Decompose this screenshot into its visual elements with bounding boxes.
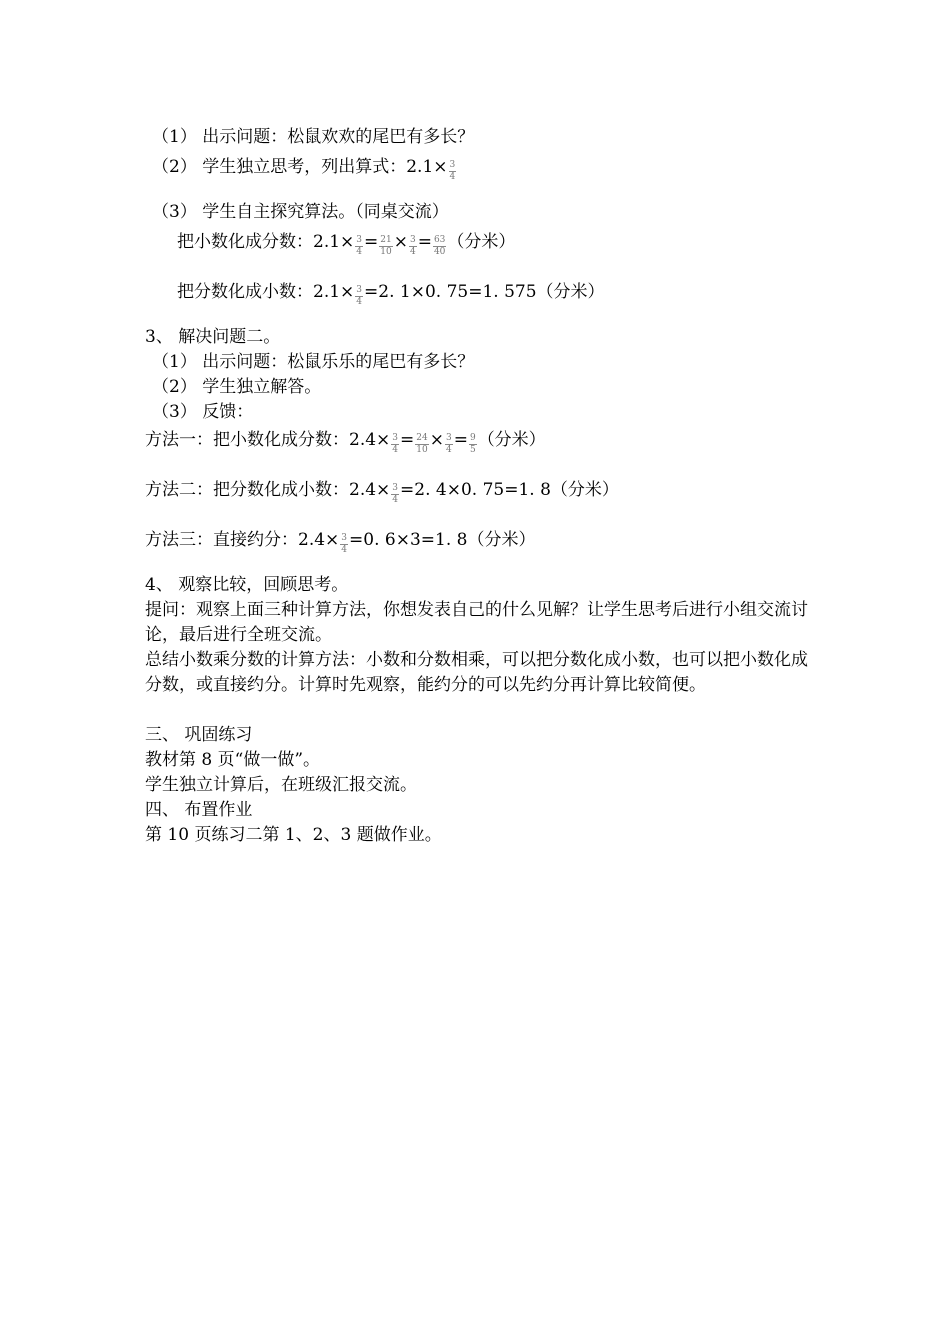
s2-line-5-text: 把分数化成小数：2.1× bbox=[177, 282, 355, 302]
fraction-3-4: $\frac{3}{4}$ bbox=[449, 160, 456, 182]
equals-sign: = bbox=[453, 430, 468, 450]
fraction-9-5: $\frac{9}{5}$ bbox=[469, 433, 476, 455]
s3-line-3: （3） 反馈： bbox=[152, 402, 254, 422]
s2-line-5-result: =2. 1×0. 75=1. 575（分米） bbox=[364, 282, 605, 302]
s4-heading: 4、 观察比较，回顾思考。 bbox=[145, 575, 349, 595]
method-2-result: =2. 4×0. 75=1. 8（分米） bbox=[400, 480, 619, 500]
part-3-line-2: 学生独立计算后，在班级汇报交流。 bbox=[145, 775, 417, 795]
s4-paragraph-question: 提问：观察上面三种计算方法，你想发表自己的什么见解？让学生思考后进行小组交流讨论，最后进行全班交流。 bbox=[145, 600, 808, 645]
part-4-line-1: 第 10 页练习二第 1、2、3 题做作业。 bbox=[145, 825, 442, 845]
s4-paragraph-summary: 总结小数乘分数的计算方法：小数和分数相乘，可以把分数化成小数，也可以把小数化成分数，或直接约分。计算时先观察，能约分的可以先约分再计算比较简便。 bbox=[145, 650, 808, 695]
equals-sign: = bbox=[364, 232, 379, 252]
fraction-3-4: $\frac{3}{4}$ bbox=[392, 483, 399, 505]
fraction-3-4: $\frac{3}{4}$ bbox=[392, 433, 399, 455]
s2-line-1: （1） 出示问题：松鼠欢欢的尾巴有多长？ bbox=[152, 127, 475, 147]
times-sign: × bbox=[429, 430, 444, 450]
s2-line-2-text: （2） 学生独立思考，列出算式：2.1× bbox=[152, 157, 448, 177]
part-3-line-1: 教材第 8 页“做一做”。 bbox=[145, 750, 321, 770]
fraction-3-4: $\frac{3}{4}$ bbox=[445, 433, 452, 455]
unit-text: （分米） bbox=[477, 430, 546, 450]
equals-sign: = bbox=[400, 430, 415, 450]
fraction-24-10: $\frac{24}{10}$ bbox=[416, 433, 428, 455]
fraction-21-10: $\frac{21}{10}$ bbox=[380, 235, 392, 257]
method-3-text: 方法三：直接约分：2.4× bbox=[145, 530, 340, 550]
fraction-3-4: $\frac{3}{4}$ bbox=[409, 235, 416, 257]
part-4-heading: 四、 布置作业 bbox=[145, 800, 253, 820]
part-3-heading: 三、 巩固练习 bbox=[145, 725, 253, 745]
method-2-text: 方法二：把分数化成小数：2.4× bbox=[145, 480, 391, 500]
s3-line-1: （1） 出示问题：松鼠乐乐的尾巴有多长？ bbox=[152, 352, 475, 372]
s3-line-2: （2） 学生独立解答。 bbox=[152, 377, 322, 397]
times-sign: × bbox=[393, 232, 408, 252]
s2-line-4 bbox=[177, 230, 515, 255]
s2-line-3: （3） 学生自主探究算法。（同桌交流） bbox=[152, 202, 449, 222]
unit-text: （分米） bbox=[447, 232, 516, 252]
s2-line-2 bbox=[152, 155, 457, 180]
s2-line-5 bbox=[177, 280, 605, 305]
equals-sign: = bbox=[417, 232, 432, 252]
fraction-63-40: $\frac{63}{40}$ bbox=[433, 235, 446, 257]
s3-heading: 3、 解决问题二。 bbox=[145, 327, 281, 347]
method-1 bbox=[145, 428, 546, 453]
method-1-text: 方法一：把小数化成分数：2.4× bbox=[145, 430, 391, 450]
method-3-result: =0. 6×3=1. 8（分米） bbox=[349, 530, 536, 550]
fraction-3-4: $\frac{3}{4}$ bbox=[356, 285, 363, 307]
fraction-3-4: $\frac{3}{4}$ bbox=[341, 533, 348, 555]
method-2 bbox=[145, 478, 619, 503]
s2-line-4-text: 把小数化成分数：2.1× bbox=[177, 232, 355, 252]
method-3 bbox=[145, 528, 535, 553]
fraction-3-4: $\frac{3}{4}$ bbox=[356, 235, 363, 257]
